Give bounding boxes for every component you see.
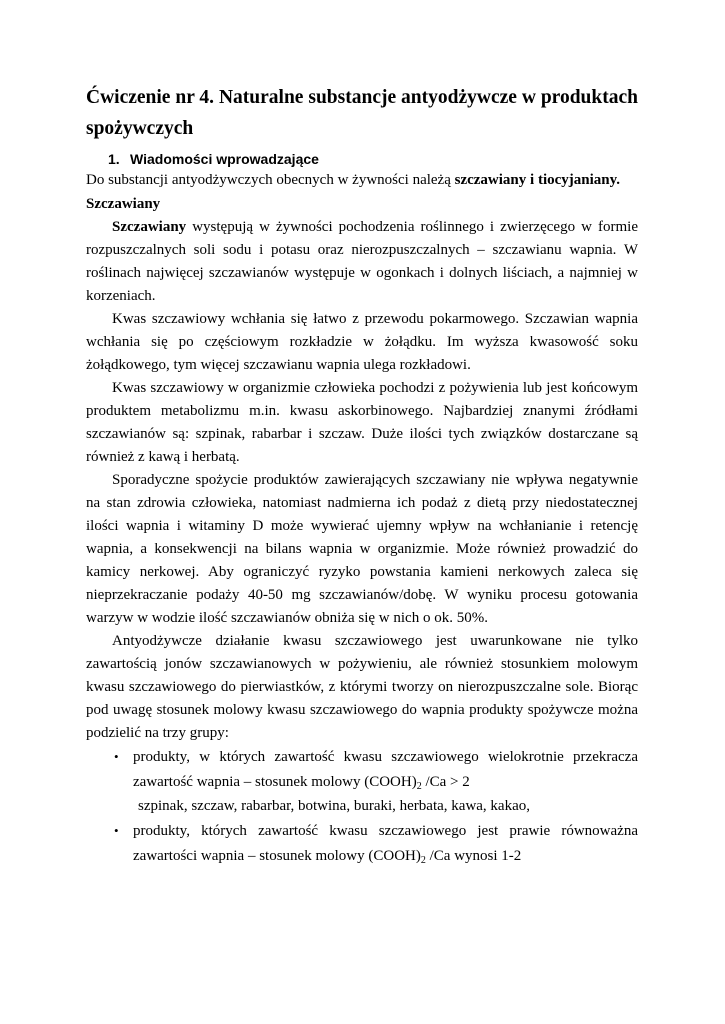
- section-number: 1.: [108, 151, 120, 167]
- intro-text: Do substancji antyodżywczych obecnych w żywności należą: [86, 172, 455, 188]
- paragraph-1: [86, 216, 638, 308]
- section-heading: [108, 149, 638, 169]
- title-line-1: Ćwiczenie nr 4. Naturalne substancje antyodżywcze w produktach: [86, 87, 638, 108]
- paragraph-4: Sporadyczne spożycie produktów zawierających szczawiany nie wpływa negatywnie na stan zdrowia człowieka, natomiast nadmierna ich podaż z dietą przy niedostatecznej ilości wapnia i witaminy D może wywierać ujemny wpływ na wchłanianie i retencję wapnia, a konsekwencji na bilans wapnia w organizmie. Może również prowadzić do kamicy nerkowej. Aby ograniczyć ryzyko powstania kamieni nerkowych zaleca się nieprzekraczanie podaży 40-50 mg szczawianów/dobę. W wyniku procesu gotowania warzyw w wodzie ilość szczawianów obniża się w nich o ok. 50%.: [86, 472, 638, 626]
- bullet-2-ratio: /Ca wynosi 1-2: [425, 847, 522, 864]
- paragraph-5: Antyodżywcze działanie kwasu szczawiowego jest uwarunkowane nie tylko zawartością jonów szczawianowych w pożywieniu, ale również stosunkiem molowym kwasu szczawiowego do pierwiastków, z którymi tworzy on nierozpuszczalne sole. Biorąc pod uwagę stosunek molowy kwasu szczawiowego do wapnia produkty spożywcze można podzielić na trzy grupy:: [86, 633, 638, 741]
- list-item: [86, 819, 638, 868]
- document-page: [86, 82, 638, 868]
- intro-paragraph: [86, 169, 638, 192]
- page-title: [86, 82, 638, 144]
- bullet-list-2: [86, 819, 638, 868]
- bullet-2-subscript: 2: [420, 854, 426, 866]
- paragraph-3: Kwas szczawiowy w organizmie człowieka pochodzi z pożywienia lub jest końcowym produktem metabolizmu m.in. kwasu askorbinowego. Najbardziej znanymi źródłami szczawianów są: szpinak, rabarbar i szczaw. Duże ilości tych związków dostarczane są również z kawą i herbatą.: [86, 380, 638, 465]
- bullet-list: [86, 745, 638, 794]
- title-line-2: spożywczych: [86, 118, 194, 139]
- bullet-marker: •: [114, 749, 119, 764]
- bullet-1-examples: szpinak, szczaw, rabarbar, botwina, buraki, herbata, kawa, kakao,: [138, 798, 530, 814]
- list-item: [86, 745, 638, 794]
- bullet-1-ratio: /Ca > 2: [421, 773, 470, 790]
- bullet-1-text: produkty, w których zawartość kwasu szczawiowego wielokrotnie przekracza zawartość wapnia – stosunek molowy (COOH): [133, 749, 638, 790]
- paragraph-1-text: występują w żywności pochodzenia roślinnego i zwierzęcego w formie rozpuszczalnych soli sodu i potasu oraz nierozpuszczalnych – szczawianu wapnia. W roślinach najwięcej szczawianów występuje w ogonkach i dolnych liściach, a najmniej w korzeniach.: [86, 219, 638, 304]
- paragraph-1-bold: Szczawiany: [112, 219, 187, 235]
- bullet-marker: •: [114, 823, 119, 838]
- section-title: Wiadomości wprowadzające: [130, 151, 319, 167]
- bullet-1-subscript: 2: [416, 780, 422, 792]
- subheading: Szczawiany: [86, 196, 161, 212]
- intro-bold: szczawiany i tiocyjaniany.: [454, 172, 621, 188]
- paragraph-2: Kwas szczawiowy wchłania się łatwo z przewodu pokarmowego. Szczawian wapnia wchłania się po częściowym rozkładzie w żołądku. Im wyższa kwasowość soku żołądkowego, tym więcej szczawianu wapnia ulega rozkładowi.: [86, 311, 638, 373]
- bullet-2-text: produkty, których zawartość kwasu szczawiowego jest prawie równoważna zawartości wapnia – stosunek molowy (COOH): [133, 823, 638, 864]
